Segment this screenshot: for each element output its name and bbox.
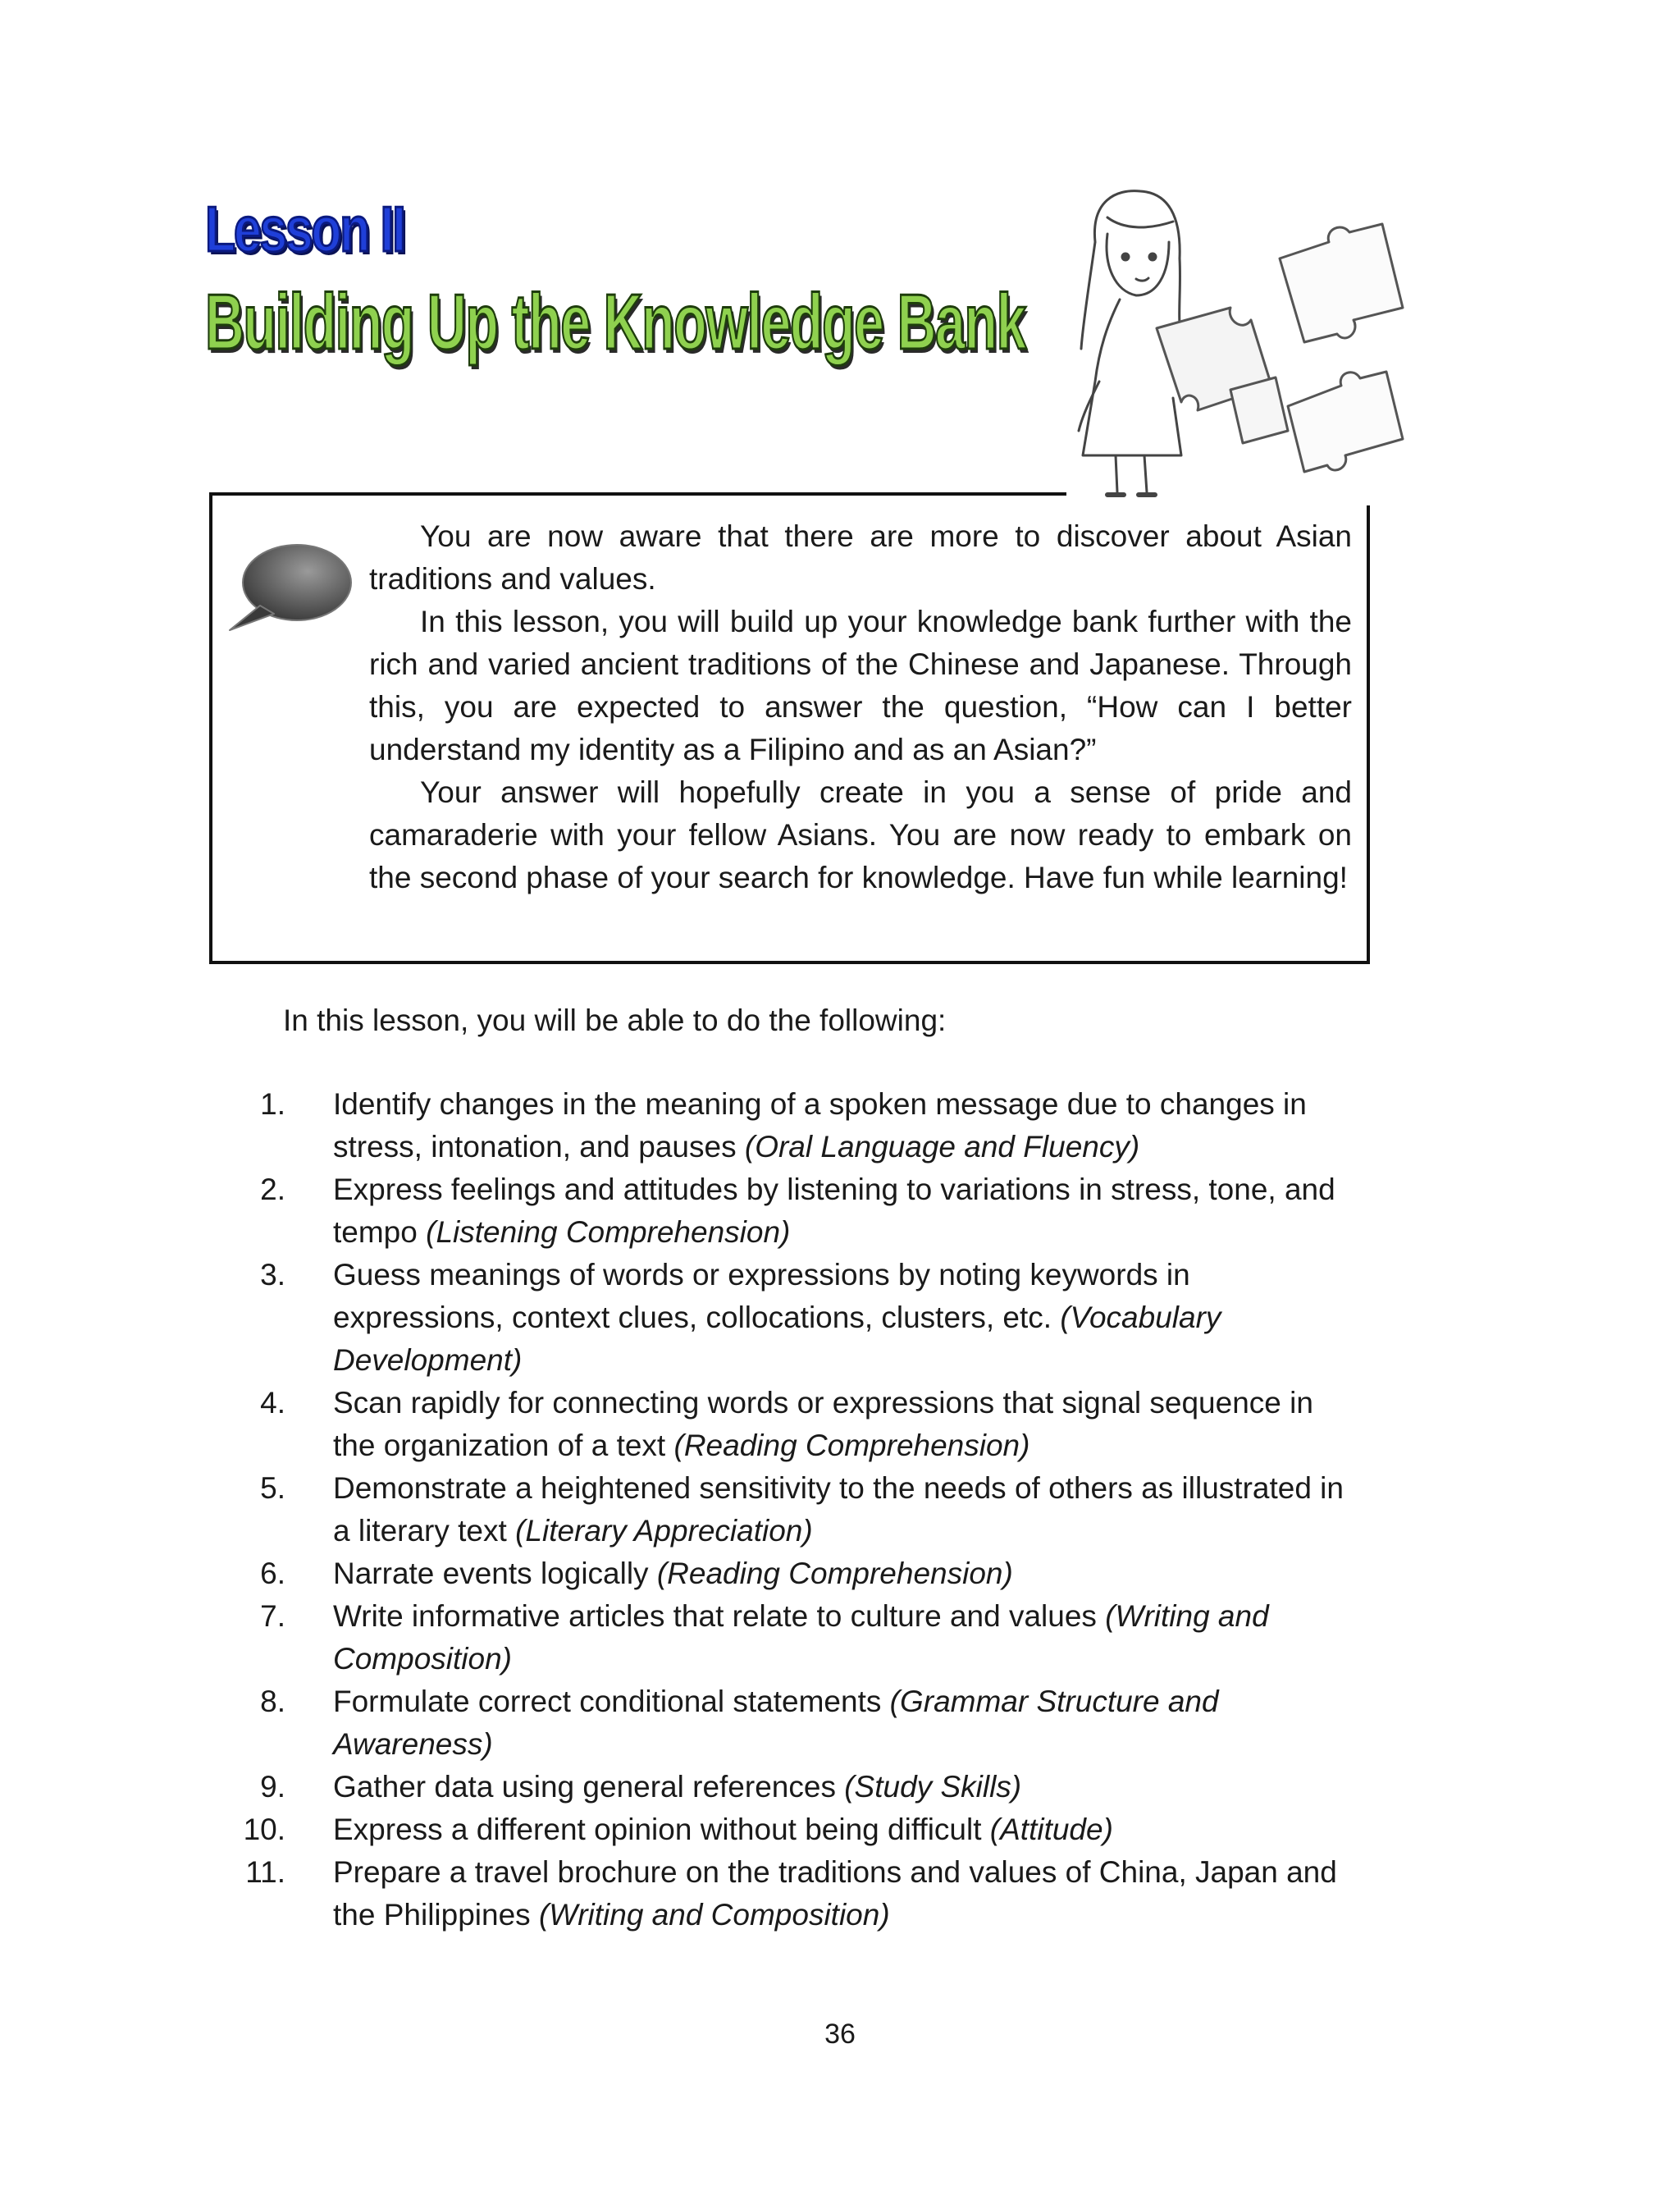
objective-item bbox=[0, 1766, 1680, 1808]
objective-item bbox=[0, 1808, 1680, 1851]
objective-text: Formulate correct conditional statements bbox=[333, 1685, 882, 1718]
objective-item bbox=[0, 1552, 1680, 1595]
objective-item bbox=[0, 1595, 1680, 1680]
objective-text: Identify changes in the meaning of a spoken message due to changes in stress, intonation, and pauses bbox=[333, 1087, 1307, 1164]
objectives-list bbox=[0, 1083, 1680, 1936]
objective-tag: (Vocabulary Development) bbox=[333, 1301, 1221, 1377]
intro-paragraph: In this lesson, you will build up your knowledge bank further with the rich and varied ancient traditions of the Chinese and Japanese. Through this, you are expected to answer the question, “How can I better understand my identity as a Filipino and as an Asian?” bbox=[369, 605, 1352, 766]
girl-with-puzzle-pieces-illustration bbox=[1058, 185, 1419, 513]
objective-item bbox=[0, 1168, 1680, 1254]
objective-text: Prepare a travel brochure on the traditions and values of China, Japan and the Philippines bbox=[333, 1855, 1337, 1932]
objective-number: 6. bbox=[260, 1557, 285, 1590]
objective-tag: (Attitude) bbox=[989, 1813, 1113, 1846]
objective-item bbox=[0, 1083, 1680, 1168]
intro-paragraph: You are now aware that there are more to discover about Asian traditions and values. bbox=[369, 519, 1352, 596]
objective-number: 10. bbox=[243, 1813, 285, 1846]
objective-text: Scan rapidly for connecting words or expressions that signal sequence in the organization of a text bbox=[333, 1386, 1313, 1462]
objective-text: Express feelings and attitudes by listening to variations in stress, tone, and tempo bbox=[333, 1173, 1335, 1249]
objective-tag: (Reading Comprehension) bbox=[656, 1557, 1013, 1590]
objective-item bbox=[0, 1851, 1680, 1936]
objective-tag: (Literary Appreciation) bbox=[515, 1514, 813, 1548]
objective-tag: (Grammar Structure and Awareness) bbox=[333, 1685, 1219, 1761]
objective-text: Demonstrate a heightened sensitivity to the needs of others as illustrated in a literary text bbox=[333, 1471, 1344, 1548]
objective-number: 3. bbox=[260, 1258, 285, 1292]
objective-tag: (Oral Language and Fluency) bbox=[744, 1130, 1140, 1164]
objective-number: 1. bbox=[260, 1087, 285, 1121]
objectives-lead: In this lesson, you will be able to do the following: bbox=[283, 1004, 947, 1037]
speech-bubble-icon bbox=[223, 542, 354, 636]
lesson-label: Lesson II bbox=[205, 193, 404, 265]
objective-text: Guess meanings of words or expressions by noting keywords in expressions, context clues, collocations, clusters, etc. bbox=[333, 1258, 1190, 1334]
lesson-title: Building Up the Knowledge Bank bbox=[205, 278, 1026, 366]
objective-number: 2. bbox=[260, 1173, 285, 1206]
intro-text bbox=[369, 515, 1352, 899]
objective-tag: (Reading Comprehension) bbox=[673, 1429, 1030, 1462]
objective-number: 7. bbox=[260, 1599, 285, 1633]
objective-text: Gather data using general references bbox=[333, 1770, 836, 1804]
objective-number: 8. bbox=[260, 1685, 285, 1718]
objective-tag: (Writing and Composition) bbox=[538, 1898, 890, 1932]
objective-text: Write informative articles that relate to culture and values bbox=[333, 1599, 1097, 1633]
objective-tag: (Listening Comprehension) bbox=[426, 1215, 791, 1249]
objective-item bbox=[0, 1254, 1680, 1382]
objective-number: 4. bbox=[260, 1386, 285, 1420]
objective-tag: (Study Skills) bbox=[844, 1770, 1022, 1804]
objective-text: Express a different opinion without being difficult bbox=[333, 1813, 982, 1846]
objective-number: 5. bbox=[260, 1471, 285, 1505]
objective-tag: (Writing and Composition) bbox=[333, 1599, 1269, 1676]
objective-item bbox=[0, 1680, 1680, 1766]
intro-paragraph: Your answer will hopefully create in you a sense of pride and camaraderie with your fellow Asians. You are now ready to embark on the second phase of your search for knowledge. Have fun while learning! bbox=[369, 775, 1352, 894]
objective-number: 11. bbox=[245, 1855, 285, 1889]
objective-item bbox=[0, 1467, 1680, 1552]
objective-text: Narrate events logically bbox=[333, 1557, 649, 1590]
page-number: 36 bbox=[824, 2019, 856, 2050]
objective-item bbox=[0, 1382, 1680, 1467]
objective-number: 9. bbox=[260, 1770, 285, 1804]
